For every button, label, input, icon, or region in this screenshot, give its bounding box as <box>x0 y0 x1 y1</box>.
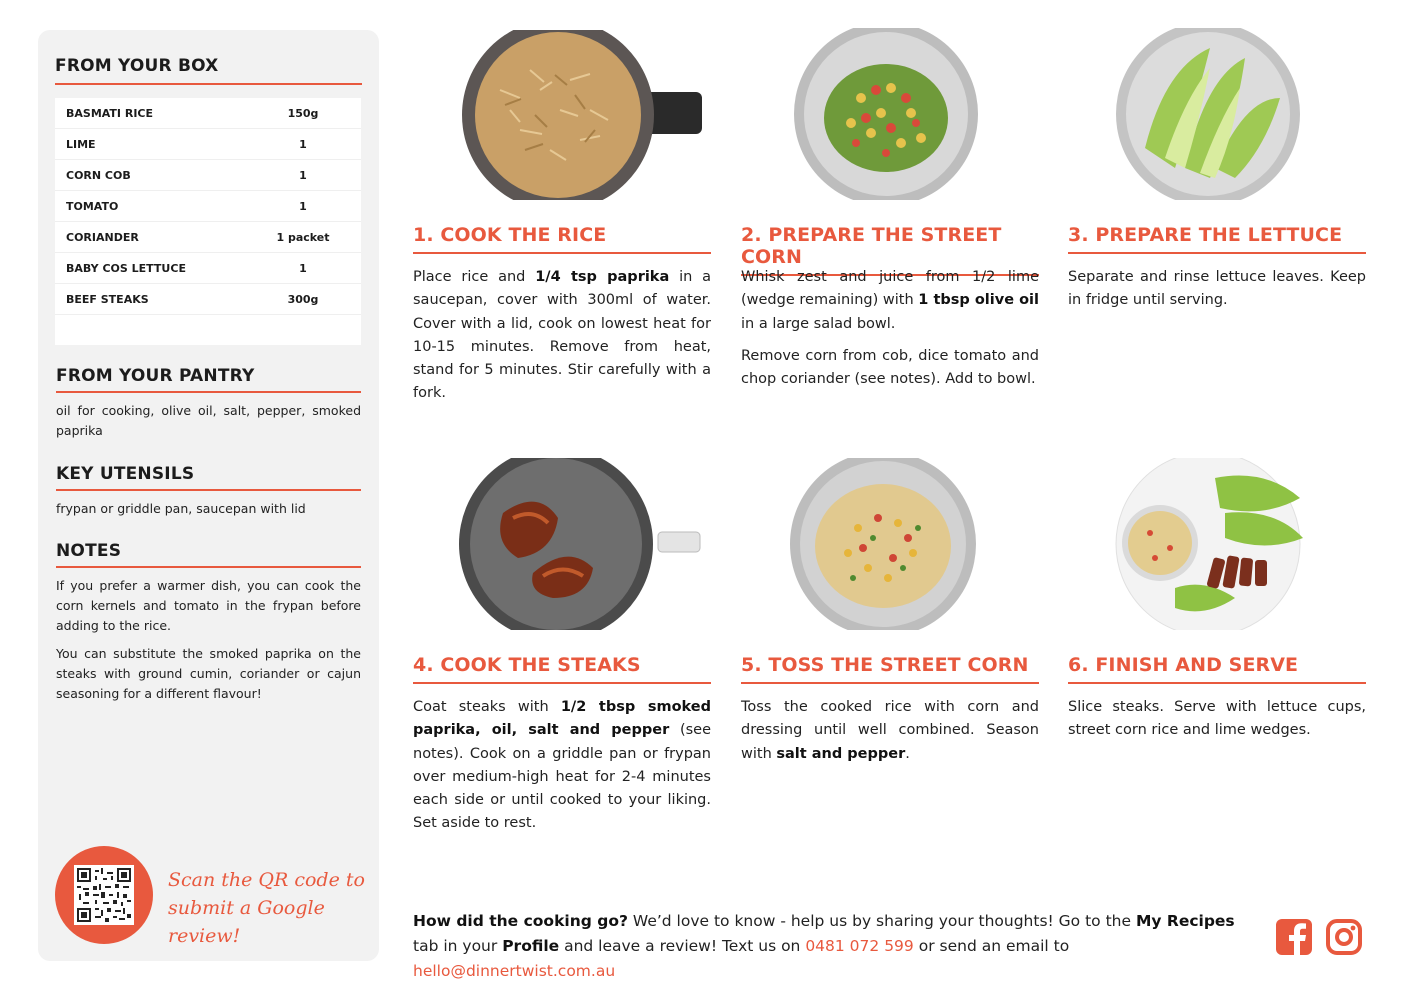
step-4-body: Coat steaks with 1/2 tbsp smoked paprika, oil, salt and pepper (see notes). Cook on a griddle pan or frypan over medium-high heat for 2-4 minutes each side or until cooked to your liking. Set aside to rest. <box>413 699 712 832</box>
step-5-body: Toss the cooked rice with corn and dressing until well combined. Season with salt and pepper. <box>741 699 1039 762</box>
sidebar-panel <box>38 30 379 961</box>
steak-frypan-photo <box>458 458 703 630</box>
step-6-title: 6. FINISH AND SERVE <box>1068 654 1366 684</box>
rice-pot-photo <box>460 30 705 200</box>
step-6-body: Slice steaks. Serve with lettuce cups, street corn rice and lime wedges. <box>1068 699 1366 739</box>
review-footer: How did the cooking go? We’d love to know - help us by sharing your thoughts! Go to the My Recipes tab in your Profile and leave a review! Text us on 0481 072 599 or send an email to hello@dinnertwist.com.au <box>413 912 1235 980</box>
step-4-title: 4. COOK THE STEAKS <box>413 654 711 684</box>
phone-link[interactable]: 0481 072 599 <box>805 937 914 955</box>
instagram-icon[interactable] <box>1325 918 1363 956</box>
notes-paragraph: If you prefer a warmer dish, you can cook the corn kernels and tomato in the frypan before adding to the rice. <box>56 578 361 633</box>
table-row: LIME 1 <box>55 129 361 160</box>
table-row: TOMATO 1 <box>55 191 361 222</box>
step-1-body: Place rice and 1/4 tsp paprika in a saucepan, cover with 300ml of water. Cover with a lid, cook on lowest heat for 10-15 minutes. Remove from heat, stand for 5 minutes. Stir carefully with a fork. <box>413 269 712 402</box>
serving-plate-photo <box>1115 458 1305 630</box>
table-row: CORN COB 1 <box>55 160 361 191</box>
rice-corn-mix-photo <box>788 458 978 630</box>
step-5-title: 5. TOSS THE STREET CORN <box>741 654 1039 684</box>
email-link[interactable]: hello@dinnertwist.com.au <box>413 962 616 980</box>
notes-paragraph: You can substitute the smoked paprika on the steaks with ground cumin, coriander or cajun seasoning for a different flavour! <box>56 646 361 701</box>
notes-section <box>56 541 361 704</box>
pantry-heading: FROM YOUR PANTRY <box>56 366 361 393</box>
lettuce-bowl-photo <box>1115 28 1305 200</box>
table-row: CORIANDER 1 packet <box>55 222 361 253</box>
pantry-section <box>56 366 361 441</box>
step-3-title: 3. PREPARE THE LETTUCE <box>1068 224 1366 254</box>
corn-salad-photo <box>791 28 981 200</box>
utensils-section <box>56 464 361 519</box>
table-row: BASMATI RICE 150g <box>55 98 361 129</box>
step-3-body: Separate and rinse lettuce leaves. Keep in fridge until serving. <box>1068 269 1366 309</box>
qr-badge[interactable] <box>55 846 153 944</box>
utensils-text: frypan or griddle pan, saucepan with lid <box>56 501 306 516</box>
qr-caption: Scan the QR code to submit a Google review! <box>168 869 365 947</box>
table-row: BEEF STEAKS 300g <box>55 284 361 315</box>
step-2-title: 2. PREPARE THE STREET CORN <box>741 224 1039 276</box>
facebook-icon[interactable] <box>1275 918 1313 956</box>
table-row: BABY COS LETTUCE 1 <box>55 253 361 284</box>
qr-code-icon[interactable] <box>74 865 134 925</box>
step-2-body: Whisk zest and juice from 1/2 lime (wedge remaining) with 1 tbsp olive oil in a large salad bowl. Remove corn from cob, dice tomato and chop coriander (see notes). Add to bowl. <box>741 269 1039 388</box>
notes-heading: NOTES <box>56 541 361 568</box>
utensils-heading: KEY UTENSILS <box>56 464 361 491</box>
from-your-box-heading: FROM YOUR BOX <box>55 56 362 85</box>
pantry-text: oil for cooking, olive oil, salt, pepper, smoked paprika <box>56 403 361 438</box>
ingredients-table <box>55 98 361 345</box>
step-1-title: 1. COOK THE RICE <box>413 224 711 254</box>
